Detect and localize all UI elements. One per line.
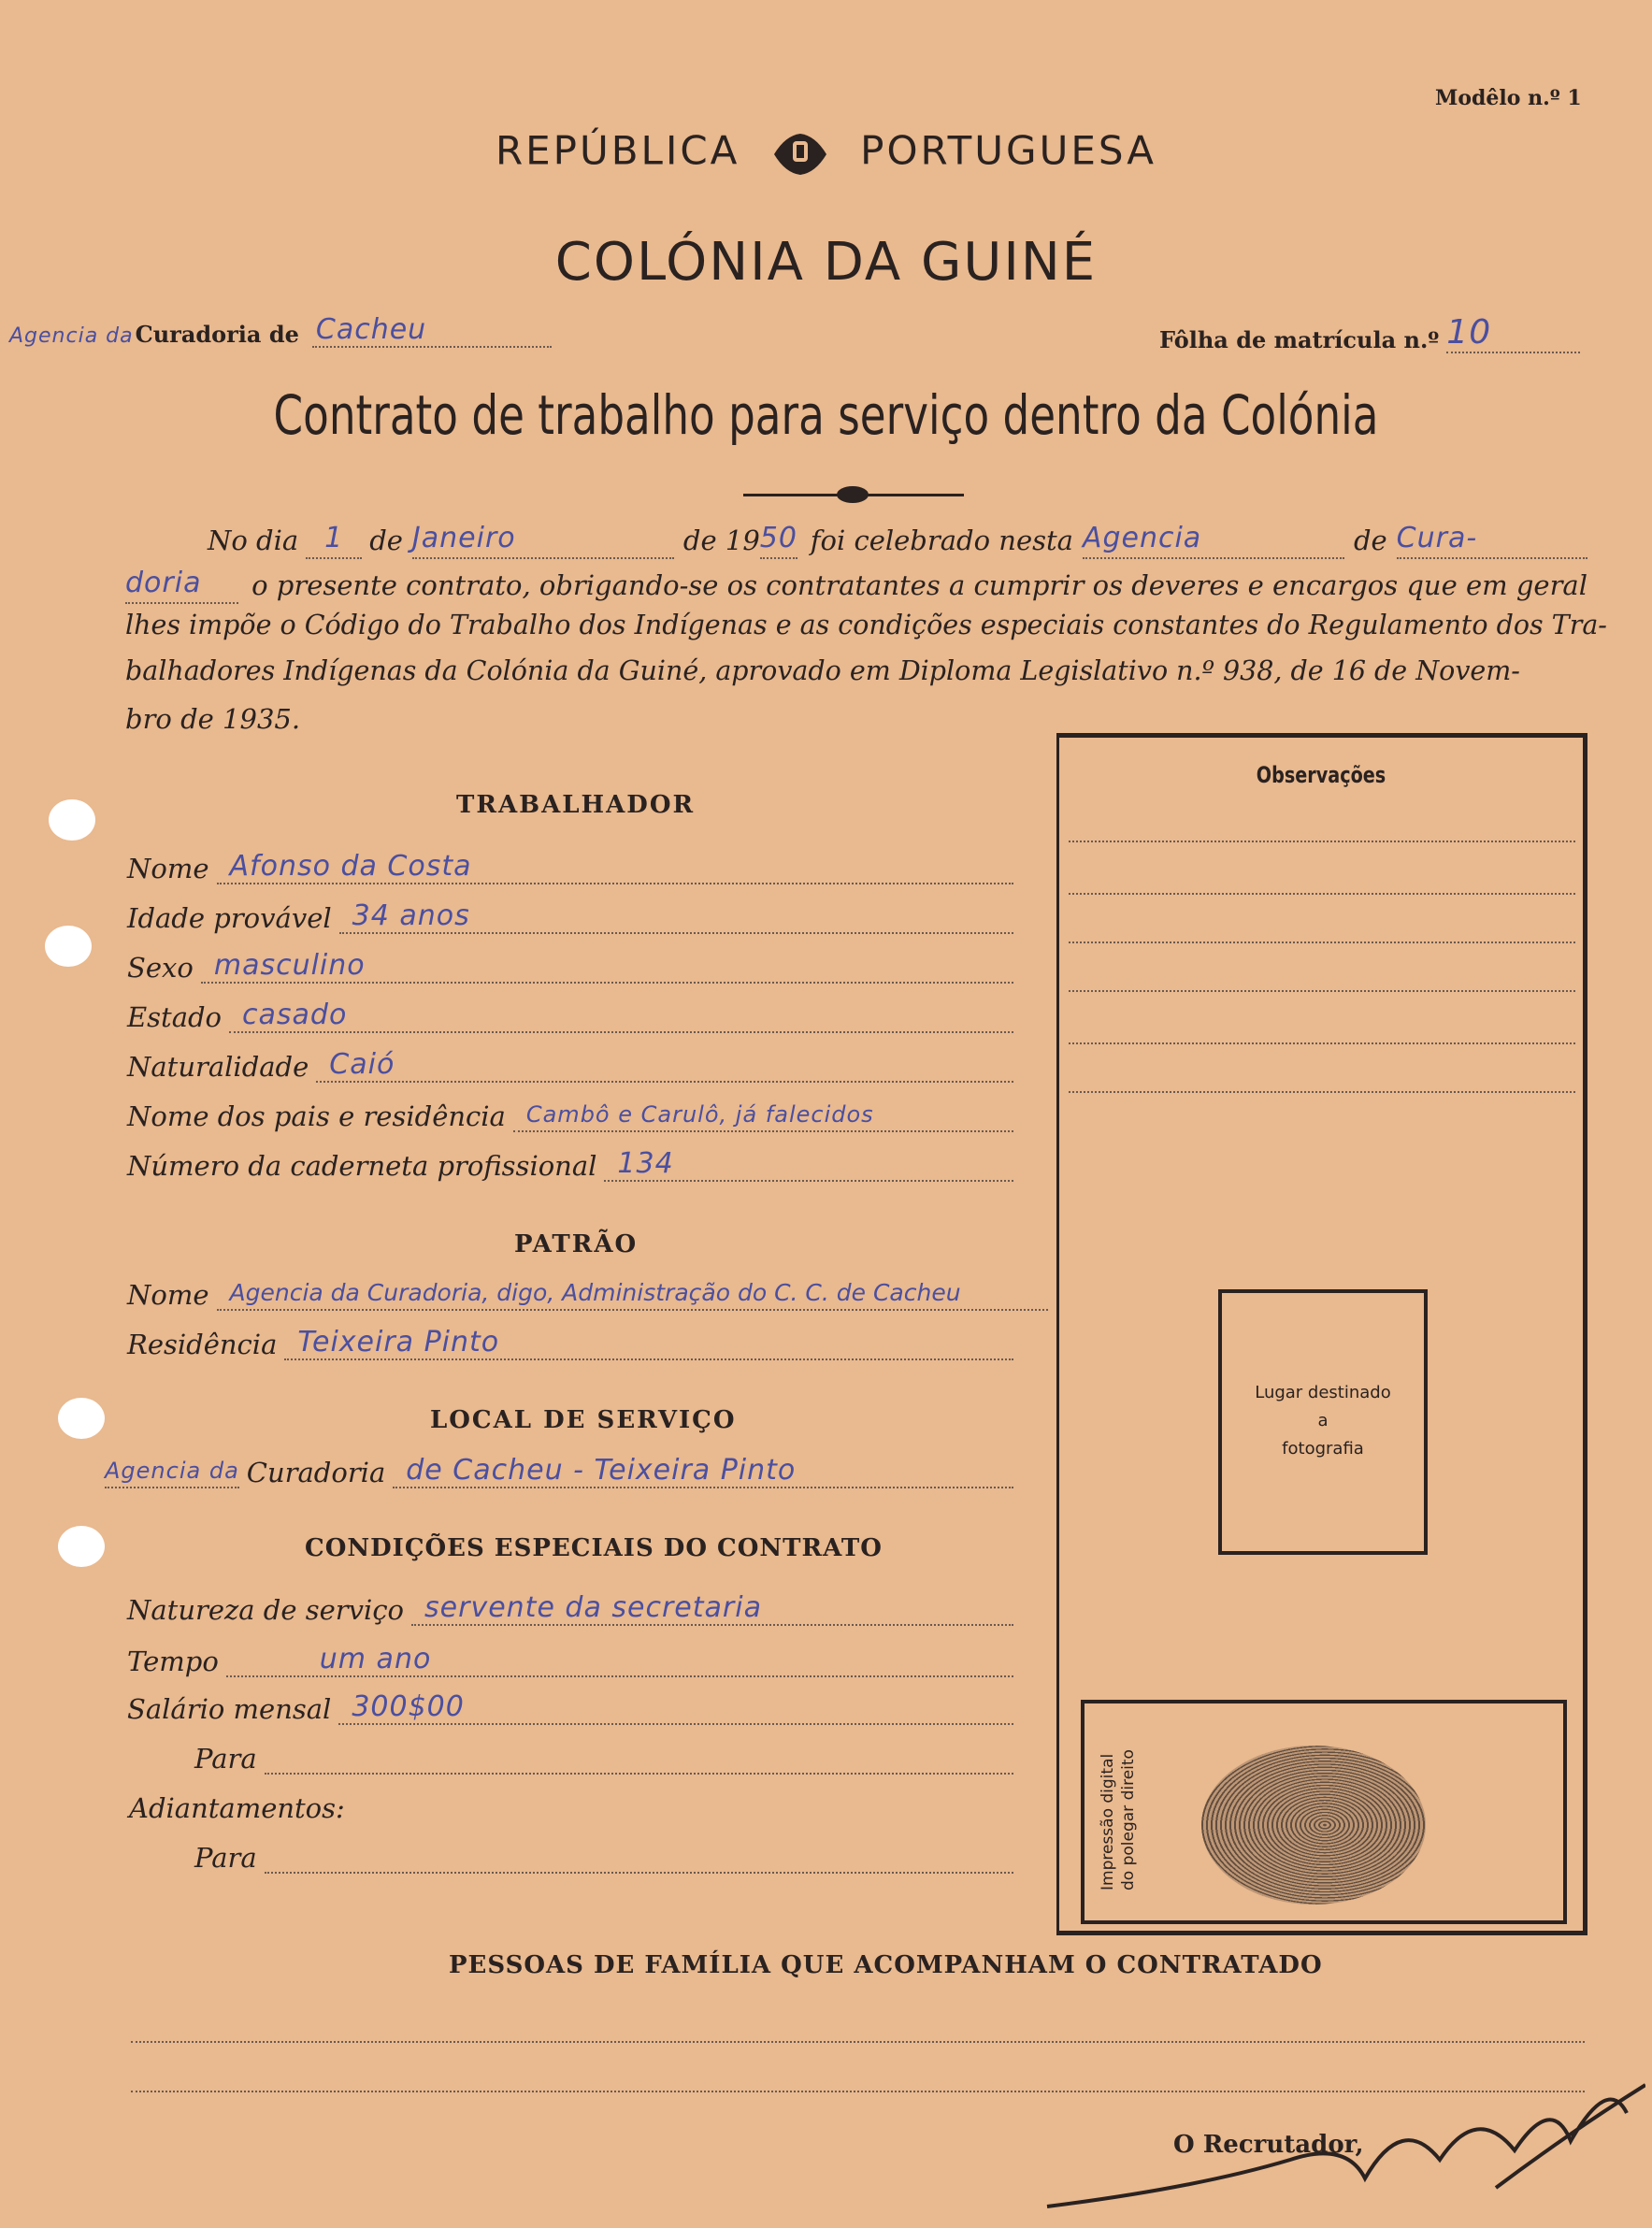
text: de xyxy=(1353,525,1387,556)
thumbprint-image xyxy=(1201,1746,1426,1905)
obs-line xyxy=(1069,841,1575,842)
field-nome xyxy=(127,851,1013,884)
punch-hole xyxy=(58,1398,105,1439)
field-para-2 xyxy=(194,1842,1013,1874)
field-patrao-nome xyxy=(127,1277,1048,1311)
intro-line-5: bro de 1935. xyxy=(125,703,301,735)
thumb-line-2: do polegar direito xyxy=(1119,1749,1138,1890)
colony-title: COLÓNIA DA GUINÉ xyxy=(554,232,1098,293)
curadoria-value: Cacheu xyxy=(312,313,552,348)
label: Para xyxy=(194,1743,257,1775)
intro-line-3: lhes impõe o Código do Trabalho dos Indígenas e as condições especiais constantes do Regulamento dos Tra- xyxy=(125,610,1607,640)
label: Sexo xyxy=(127,952,194,984)
field-local xyxy=(105,1455,1013,1488)
label: Curadoria xyxy=(246,1457,386,1488)
field-naturalidade xyxy=(127,1049,1013,1083)
obs-line xyxy=(1069,893,1575,895)
field-natureza xyxy=(127,1592,1013,1626)
folha-line xyxy=(1159,313,1580,353)
label: Tempo xyxy=(127,1646,219,1677)
value: Caió xyxy=(316,1049,1013,1083)
curadoria-line xyxy=(9,313,552,348)
de-value: Cura- xyxy=(1397,520,1587,559)
ornament-center xyxy=(837,486,869,503)
model-number: Modêlo n.º 1 xyxy=(1435,86,1582,110)
text: de xyxy=(369,525,403,556)
value xyxy=(265,1872,1013,1874)
month-value: Janeiro xyxy=(412,520,674,559)
observations-heading: Observações xyxy=(1256,762,1386,788)
obs-line xyxy=(1069,1091,1575,1093)
label: Idade provável xyxy=(127,902,332,934)
curadoria-label: Curadoria de xyxy=(135,321,299,348)
label: Para xyxy=(194,1842,257,1874)
obs-line xyxy=(1069,990,1575,992)
field-patrao-residencia xyxy=(127,1327,1013,1360)
contract-title: Contrato de trabalho para serviço dentro da Colónia xyxy=(273,383,1379,447)
field-pais xyxy=(127,1099,1013,1132)
adiantamentos-label: Adiantamentos: xyxy=(129,1792,345,1824)
day-value: 1 xyxy=(306,520,362,559)
intro-line-4: balhadores Indígenas da Colónia da Guiné, aprovado em Diploma Legislativo n.º 938, de 16 de Novem- xyxy=(125,655,1520,686)
thumbprint-box xyxy=(1081,1700,1567,1924)
republic-right: PORTUGUESA xyxy=(860,127,1157,174)
value: 134 xyxy=(604,1148,1013,1182)
recrutador-signature xyxy=(1010,2057,1645,2225)
republic-left: REPÚBLICA xyxy=(495,127,740,174)
label: Residência xyxy=(127,1329,278,1360)
patrao-heading: PATRÃO xyxy=(514,1230,639,1258)
text: foi celebrado nesta xyxy=(810,525,1073,556)
value: 300$00 xyxy=(338,1691,1013,1725)
label: Estado xyxy=(127,1001,223,1033)
photo-line-1: Lugar destinado xyxy=(1255,1383,1391,1402)
value xyxy=(265,1773,1013,1775)
value: casado xyxy=(229,999,1013,1033)
value: Afonso da Costa xyxy=(217,851,1014,884)
obs-line xyxy=(1069,1042,1575,1044)
field-caderneta xyxy=(127,1148,1013,1182)
text: o presente contrato, obrigando-se os contratantes a cumprir os deveres e encargos que em geral xyxy=(251,569,1587,601)
field-para-1 xyxy=(194,1743,1013,1775)
value: servente da secretaria xyxy=(411,1592,1013,1626)
de-value-cont: doria xyxy=(125,565,238,604)
punch-hole xyxy=(49,799,95,841)
value: masculino xyxy=(201,950,1013,984)
value: de Cacheu - Teixeira Pinto xyxy=(393,1455,1013,1488)
label: Nome xyxy=(127,853,209,884)
text: de 19 xyxy=(682,525,760,556)
photo-line-3: fotografia xyxy=(1282,1439,1364,1459)
field-tempo xyxy=(127,1644,1013,1677)
value: Agencia da Curadoria, digo, Administração do C. C. de Cacheu xyxy=(217,1277,1049,1311)
condicoes-heading: CONDIÇÕES ESPECIAIS DO CONTRATO xyxy=(305,1534,883,1562)
photo-placeholder xyxy=(1218,1289,1428,1555)
label: Número da caderneta profissional xyxy=(127,1150,597,1182)
label: Salário mensal xyxy=(127,1693,332,1725)
punch-hole xyxy=(58,1526,105,1567)
field-estado xyxy=(127,999,1013,1033)
value: Cambô e Carulô, já falecidos xyxy=(513,1099,1013,1132)
text: No dia xyxy=(208,525,299,556)
obs-line xyxy=(1069,942,1575,943)
field-idade xyxy=(127,900,1013,934)
label: Nome xyxy=(127,1279,209,1311)
familia-line xyxy=(131,2041,1585,2043)
folha-value: 10 xyxy=(1446,313,1580,353)
intro-line-2 xyxy=(125,565,1587,604)
field-salario xyxy=(127,1691,1013,1725)
label: Natureza de serviço xyxy=(127,1594,405,1626)
thumb-label xyxy=(1098,1749,1139,1890)
label: Naturalidade xyxy=(127,1051,309,1083)
republic-header xyxy=(0,126,1652,180)
familia-heading: PESSOAS DE FAMÍLIA QUE ACOMPANHAM O CONTRATADO xyxy=(449,1951,1323,1979)
local-prefix: Agencia da xyxy=(105,1455,239,1488)
punch-hole xyxy=(45,926,92,967)
value: Teixeira Pinto xyxy=(284,1327,1013,1360)
year-value: 50 xyxy=(760,520,797,559)
label: Nome dos pais e residência xyxy=(127,1100,506,1132)
field-sexo xyxy=(127,950,1013,984)
recrutador-label: O Recrutador, xyxy=(1173,2131,1364,2159)
value: um ano xyxy=(226,1644,1013,1677)
intro-line-1 xyxy=(208,520,1587,559)
thumb-line-1: Impressão digital xyxy=(1099,1753,1117,1890)
nesta-value: Agencia xyxy=(1083,520,1344,559)
value: 34 anos xyxy=(339,900,1013,934)
photo-line-2: a xyxy=(1317,1411,1329,1430)
curadoria-prefix: Agencia da xyxy=(9,324,134,348)
folha-label: Fôlha de matrícula n.º xyxy=(1159,326,1440,353)
trabalhador-heading: TRABALHADOR xyxy=(456,791,696,819)
local-heading: LOCAL DE SERVIÇO xyxy=(430,1406,737,1434)
coat-of-arms-icon xyxy=(770,126,830,180)
